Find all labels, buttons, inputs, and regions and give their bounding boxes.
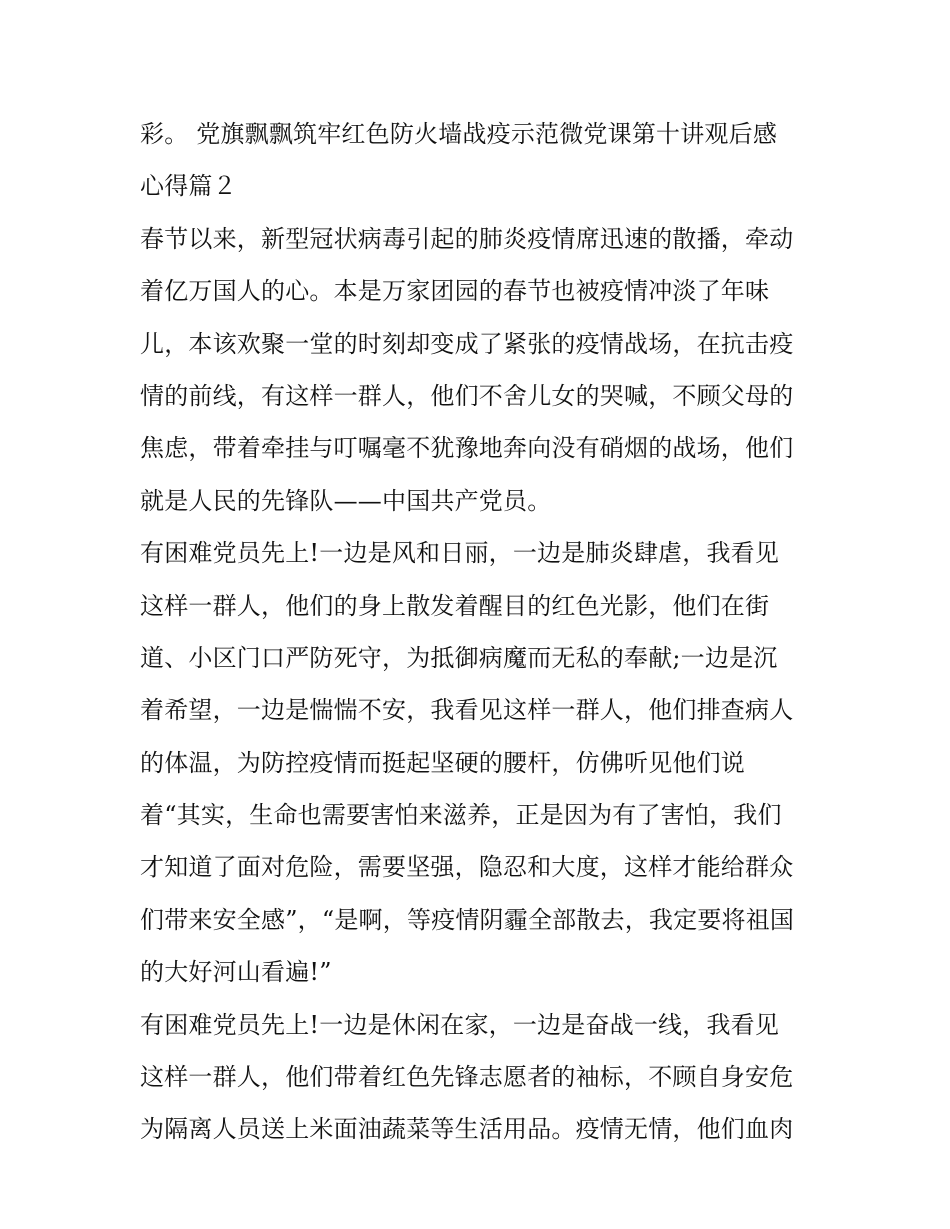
text-line: 的大好河山看遍!” xyxy=(140,958,332,987)
text-line: 这样一群人，他们带着红色先锋志愿者的袖标，不顾自身安危 xyxy=(140,1063,794,1092)
text-line: 们带来安全感”，“是啊，等疫情阴霾全部散去，我定要将祖国 xyxy=(140,905,795,934)
text-line: 着希望，一边是惴惴不安，我看见这样一群人，他们排查病人 xyxy=(140,696,794,725)
text-line: 才知道了面对危险，需要坚强，隐忍和大度，这样才能给群众 xyxy=(140,853,794,882)
document-body xyxy=(140,108,820,1156)
text-line: 着亿万国人的心。本是万家团园的春节也被疫情冲淡了年味 xyxy=(140,277,770,306)
text-line: 这样一群人，他们的身上散发着醒目的红色光影，他们在街 xyxy=(140,591,770,620)
text-line: 道、小区门口严防死守，为抵御病魔而无私的奉献;一边是沉 xyxy=(140,643,778,672)
text-line: 心得篇２ xyxy=(140,172,237,201)
text-line: 有困难党员先上!一边是休闲在家，一边是奋战一线，我看见 xyxy=(140,1010,780,1039)
text-line: 的体温，为防控疫情而挺起坚硬的腰杆，仿佛听见他们说 xyxy=(140,748,745,777)
text-line: 就是人民的先锋队——中国共产党员。 xyxy=(140,486,552,515)
text-line: 彩。 党旗飘飘筑牢红色防火墙战疫示范微党课第十讲观后感 xyxy=(140,120,778,148)
text-line: 有困难党员先上!一边是风和日丽，一边是肺炎肆虐，我看见 xyxy=(140,539,780,568)
text-line: 为隔离人员送上米面油蔬菜等生活用品。疫情无情，他们血肉 xyxy=(140,1115,794,1144)
text-line: 春节以来，新型冠状病毒引起的肺炎疫情席迅速的散播，牵动 xyxy=(140,224,794,253)
text-line: 着“其实，生命也需要害怕来滋养，正是因为有了害怕，我们 xyxy=(140,801,782,830)
text-line: 情的前线，有这样一群人，他们不舍儿女的哭喊，不顾父母的 xyxy=(140,381,794,410)
text-line: 儿，本该欢聚一堂的时刻却变成了紧张的疫情战场，在抗击疫 xyxy=(140,329,794,358)
text-line: 焦虑，带着牵挂与叮嘱毫不犹豫地奔向没有硝烟的战场，他们 xyxy=(140,434,794,463)
